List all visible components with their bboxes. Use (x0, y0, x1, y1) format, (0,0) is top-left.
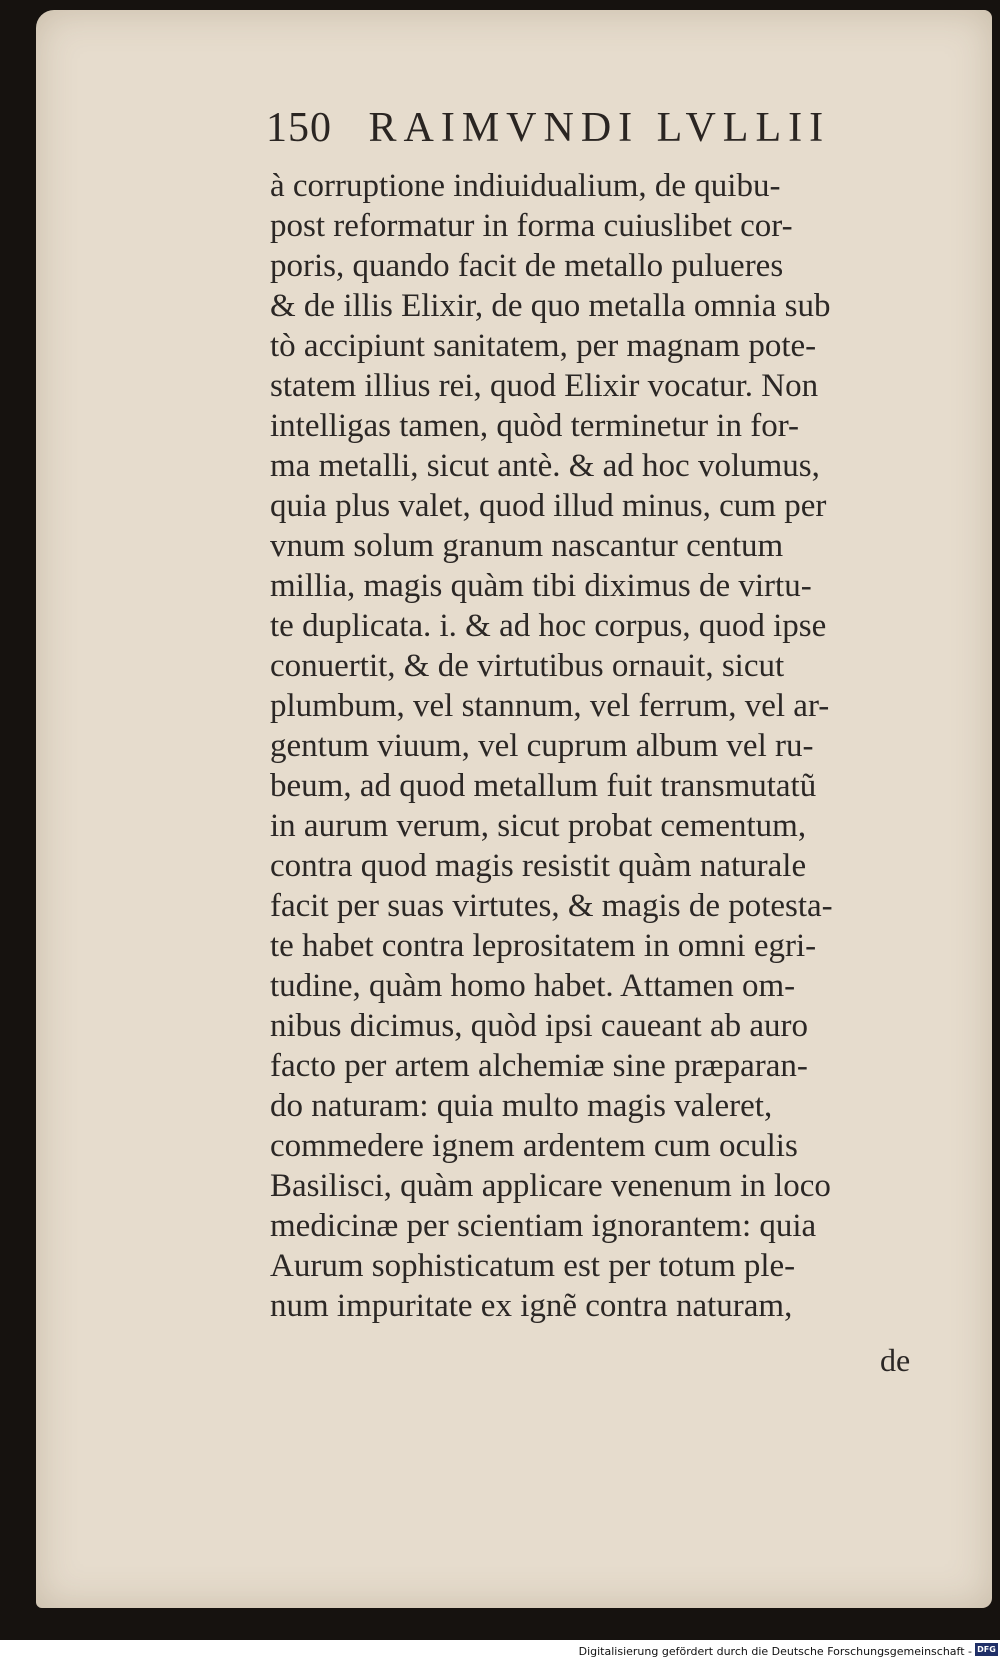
text-line: facit per suas virtutes, & magis de potesta- (270, 888, 833, 924)
running-title: RAIMVNDI LVLLII (368, 105, 831, 151)
text-line: beum, ad quod metallum fuit transmutatũ (270, 768, 817, 804)
text-line: do naturam: quia multo magis valeret, (270, 1088, 773, 1124)
text-line: poris, quando facit de metallo pulueres (270, 248, 784, 284)
footer-credit: Digitalisierung gefördert durch die Deutsche Forschungsgemeinschaft - (578, 1645, 972, 1658)
text-line: intelligas tamen, quòd terminetur in for- (270, 408, 800, 444)
text-line: te duplicata. i. & ad hoc corpus, quod ipse (270, 608, 827, 644)
text-line: facto per artem alchemiæ sine præparan- (270, 1048, 808, 1084)
digitization-footer (0, 1640, 1000, 1660)
catchword: de (880, 1342, 911, 1378)
page-number: 150 (266, 105, 332, 151)
dfg-logo: DFG (975, 1643, 998, 1656)
text-line: vnum solum granum nascantur centum (270, 528, 784, 564)
text-line: plumbum, vel stannum, vel ferrum, vel ar- (270, 688, 830, 724)
text-line: tudine, quàm homo habet. Attamen om- (270, 968, 796, 1004)
text-line: à corruptione indiuidualium, de quibu- (270, 168, 781, 204)
text-line: medicinæ per scientiam ignorantem: quia (270, 1208, 817, 1244)
text-line: nibus dicimus, quòd ipsi caueant ab auro (270, 1008, 808, 1044)
text-line: post reformatur in forma cuiuslibet cor- (270, 208, 793, 244)
text-line: gentum viuum, vel cuprum album vel ru- (270, 728, 814, 764)
text-line: millia, magis quàm tibi diximus de virtu- (270, 568, 812, 604)
text-line: Basilisci, quàm applicare venenum in loco (270, 1168, 831, 1204)
text-line: commedere ignem ardentem cum oculis (270, 1128, 798, 1164)
text-line: ma metalli, sicut antè. & ad hoc volumus, (270, 448, 820, 484)
text-line: conuertit, & de virtutibus ornauit, sicut (270, 648, 785, 684)
text-line: statem illius rei, quod Elixir vocatur. Non (270, 368, 819, 404)
text-line: & de illis Elixir, de quo metalla omnia sub (270, 288, 831, 324)
text-line: num impuritate ex ignẽ contra naturam, (270, 1288, 793, 1324)
text-line: Aurum sophisticatum est per totum ple- (270, 1248, 796, 1284)
main-text-block (270, 166, 930, 1326)
text-line: contra quod magis resistit quàm naturale (270, 848, 807, 884)
text-line: tò accipiunt sanitatem, per magnam pote- (270, 328, 817, 364)
text-line: in aurum verum, sicut probat cementum, (270, 808, 807, 844)
text-line: quia plus valet, quod illud minus, cum per (270, 488, 827, 524)
running-head (266, 104, 866, 160)
text-line: te habet contra leprositatem in omni egri- (270, 928, 817, 964)
